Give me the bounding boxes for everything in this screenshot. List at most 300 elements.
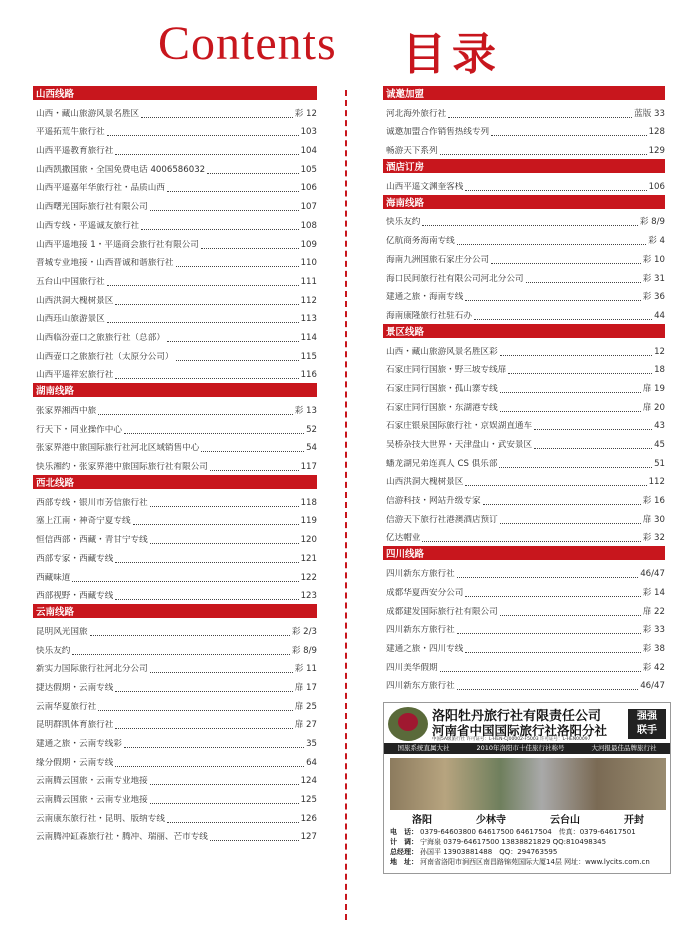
dot-leader [150,210,299,211]
toc-entry-page: 彩 16 [642,496,665,507]
toc-entry-title: 亿达帽业 [386,533,421,544]
dot-leader [465,190,646,191]
dot-leader [210,840,299,841]
page-title-cn: 目录 [402,29,502,80]
dot-leader [176,360,299,361]
toc-entry-page: 彩 38 [642,643,665,654]
dot-leader [491,263,641,264]
toc-entry-page: 64 [306,757,317,768]
section-header: 云南线路 [33,604,317,618]
toc-entry-page: 106 [300,183,317,194]
toc-entry-page: 111 [300,276,317,287]
dot-leader [491,135,646,136]
toc-entry-page: 彩 4 [648,236,665,247]
ad-badge [628,709,666,739]
ad-place: 少林寺 [476,815,506,827]
dot-leader [115,154,298,155]
toc-entry-title: 建通之旅・海南专线 [386,292,464,303]
dot-leader [457,244,646,245]
toc-entry-title: 海南康隆旅行社驻石办 [386,310,472,321]
toc-entry-title: 昆明群凯体育旅行社 [36,720,114,731]
toc-entry[interactable] [383,378,665,397]
toc-entry-title: 山西凯撒国旅・全国免费电话 4006586032 [36,164,206,175]
ad-company-name-2: 河南省中国国际旅行社洛阳分社 [432,723,608,739]
toc-entry-page: 52 [306,424,317,435]
dot-leader [150,784,299,785]
toc-entry-title: 四川新东方旅行社 [386,681,455,692]
toc-entry-page: 18 [654,365,665,376]
toc-entry[interactable] [33,621,317,640]
toc-entry-page: 扉 20 [642,402,665,413]
dot-leader [90,635,290,636]
toc-entry-page: 彩 10 [642,254,665,265]
toc-entry-title: 吴桥杂技大世界・天津盘山・武安景区 [386,440,533,450]
toc-entry-title: 石家庄同行国旅・野三坡专线扉 [386,365,507,376]
toc-entry[interactable] [33,327,317,346]
toc-entry-page: 121 [300,553,317,564]
toc-entry[interactable] [383,176,665,195]
toc-entry-title: 山西洪洞大槐树景区 [36,295,114,306]
toc-entry-page: 彩 31 [642,273,665,284]
toc-entry[interactable] [33,159,317,178]
toc-entry-title: 五台山中国旅行社 [36,276,105,287]
toc-entry[interactable] [33,215,317,234]
toc-entry-title: 山西珏山旅游景区 [36,314,105,325]
dot-leader [210,470,299,471]
toc-entry-page: 彩 36 [642,292,665,303]
toc-entry[interactable] [33,771,317,790]
toc-entry-title: 山西专线・平遥诚友旅行社 [36,220,140,231]
toc-entry-title: 山西临汾壶口之旅旅行社（总部） [36,332,165,343]
ad-slogan-strip [384,743,670,754]
dot-leader [176,266,299,267]
toc-entry[interactable] [33,548,317,567]
dot-leader [534,448,652,449]
ad-header [384,703,670,743]
section-header: 西北线路 [33,475,317,489]
toc-entry-title: 山西平遥地接 1・平遥商会旅行社有限公司 [36,239,199,250]
toc-entry[interactable] [33,290,317,309]
toc-entry-title: 山西平遥文渊奎客栈 [386,181,464,192]
ad-tel-label: 电 话： [390,828,418,837]
toc-entry-page: 129 [648,146,665,157]
toc-entry[interactable] [383,305,665,324]
toc-entry-page: 107 [300,202,317,213]
toc-entry-title: 石家庄银泉国际旅行社・京娱湖直通车 [386,421,533,432]
toc-entry-page: 扉 25 [294,701,317,712]
dot-leader [72,654,289,655]
ad-place: 云台山 [550,815,580,827]
toc-entry[interactable] [33,567,317,586]
toc-entry-title: 信游天下旅行社港澳酒店预订 [386,514,498,525]
toc-entry-page: 117 [300,462,317,473]
ad-addr-label: 地 址： [390,858,418,867]
toc-entry-title: 山西平遥祥宏旅行社 [36,370,114,381]
toc-entry-page: 44 [654,310,665,321]
toc-entry-page: 35 [306,739,317,749]
toc-entry[interactable] [383,140,665,159]
toc-entry[interactable] [383,601,665,620]
toc-entry[interactable] [383,230,665,249]
left-column [33,86,317,845]
dot-leader [457,633,641,634]
toc-entry[interactable] [33,586,317,605]
toc-entry-title: 山西洪洞大槐树景区 [386,477,464,488]
toc-entry-page: 113 [300,314,317,325]
toc-entry-title: 四川新东方旅行社 [386,569,455,580]
toc-entry[interactable] [383,416,665,435]
toc-entry-page: 彩 42 [642,662,665,673]
toc-entry[interactable] [383,472,665,491]
toc-entry-title: 四川美华假期 [386,662,438,673]
page-title-en: Contents [158,17,337,70]
ad-badge-line2: 联手 [637,725,657,737]
dot-leader [141,117,293,118]
dot-leader [465,485,646,486]
toc-entry[interactable] [33,419,317,438]
toc-entry[interactable] [383,528,665,547]
toc-entry-title: 晋城专业地接・山西晋诚和谐旅行社 [36,258,174,269]
toc-entry-title: 西部专线・银川市芳信旅行社 [36,497,148,508]
dot-leader [500,392,641,393]
dot-leader [534,429,652,430]
toc-entry[interactable] [383,620,665,639]
toc-entry-title: 山西・藏山旅游风景名胜区 [36,108,140,119]
toc-entry-title: 亿航商务海南专线 [386,236,455,247]
toc-entry-title: 行天下・同业操作中心 [36,424,122,435]
dot-leader [115,304,298,305]
toc-entry-title: 山西壶口之旅旅行社（太原分公司） [36,351,174,362]
right-sections [383,86,665,694]
toc-entry-title: 缘分假期・云南专线 [36,757,114,768]
section-header: 诚邀加盟 [383,86,665,100]
toc-entry-page: 12 [654,346,665,357]
toc-entry-title: 山西・藏山旅游风景名胜区彩 [386,346,498,357]
toc-entry[interactable] [383,341,665,360]
toc-entry-title: 蟠龙湖兄弟连真人 CS 俱乐部 [386,458,498,469]
toc-entry[interactable] [33,346,317,365]
ad-gm-label: 总经理： [390,848,418,857]
dot-leader [167,341,299,342]
toc-entry[interactable] [33,271,317,290]
toc-entry-title: 山西曙光国际旅行社有限公司 [36,202,148,213]
toc-entry-page: 彩 14 [642,587,665,598]
toc-entry[interactable] [33,659,317,678]
ad-slogan: 国旅系统直属大社 [397,744,450,753]
ad-badge-line1: 强强 [637,711,657,723]
toc-entry-title: 新实力国际旅行社河北分公司 [36,664,148,675]
toc-entry-page: 125 [300,795,317,806]
dot-leader [207,173,298,174]
dot-leader [500,355,652,356]
dot-leader [457,689,638,690]
toc-entry-page: 115 [300,351,317,362]
toc-entry-page: 46/47 [640,681,665,692]
toc-entry[interactable] [383,268,665,287]
section-header: 景区线路 [383,324,665,338]
ad-photo-strip [390,758,666,810]
toc-entry[interactable] [33,122,317,141]
toc-entry-title: 云南华夏旅行社 [36,701,97,712]
dot-leader [440,154,647,155]
ad-company-name: 洛阳牡丹旅行社有限责任公司 [432,709,602,725]
toc-entry-title: 海南九洲国旅石家庄分公司 [386,254,490,265]
dot-leader [150,543,299,544]
toc-entry-page: 彩 11 [294,664,317,675]
toc-entry-title: 平遥拓荒牛旅行社 [36,127,105,138]
toc-entry-title: 畅游天下系列 [386,146,438,157]
toc-entry-title: 西藏味道 [36,572,71,583]
dot-leader [115,691,292,692]
toc-entry-title: 四川新东方旅行社 [386,625,455,636]
dot-leader [124,433,304,434]
toc-entry-title: 快乐湘约・张家界港中旅国际旅行社有限公司 [36,462,208,473]
toc-entry[interactable] [383,287,665,306]
toc-entry-page: 彩 33 [642,625,665,636]
toc-entry-title: 石家庄同行国旅・孤山寨专线 [386,383,498,394]
toc-entry-title: 塞上江南・神奇宁夏专线 [36,516,131,527]
toc-entry[interactable] [33,752,317,771]
dot-leader [124,747,304,748]
dot-leader [72,581,298,582]
dot-leader [500,411,641,412]
toc-entry-page: 43 [654,421,665,432]
dot-leader [474,319,652,320]
toc-entry-title: 山西平遥教育旅行社 [36,146,114,157]
dot-leader [508,373,652,374]
toc-entry-page: 122 [300,572,317,583]
toc-entry-page: 51 [654,458,665,469]
dot-leader [500,615,641,616]
toc-entry-page: 54 [306,443,317,454]
toc-entry-title: 快乐友约 [386,217,421,228]
dot-leader [457,577,638,578]
toc-entry-title: 石家庄同行国旅・东湖港专线 [386,402,498,413]
toc-entry-page: 123 [300,591,317,602]
dot-leader [499,467,652,468]
toc-entry-page: 112 [648,477,665,488]
toc-entry-page: 105 [300,164,317,175]
toc-entry-page: 118 [300,497,317,508]
ad-place: 开封 [624,815,644,827]
toc-entry[interactable] [383,397,665,416]
dot-leader [115,599,298,600]
toc-entry-page: 彩 8/9 [639,217,665,228]
toc-entry[interactable] [33,492,317,511]
toc-entry-page: 108 [300,220,317,231]
ad-fax-label: 传真： [558,828,580,837]
toc-entry-title: 捷达假期・云南专线 [36,682,114,693]
toc-entry-page: 103 [300,127,317,138]
toc-entry-title: 西部视野・西藏专线 [36,591,114,602]
toc-entry-title: 云南腾冲缸森旅行社・腾冲、瑞丽、芒市专线 [36,832,208,843]
toc-entry[interactable] [383,212,665,231]
toc-entry[interactable] [33,511,317,530]
toc-entry-title: 河北海外旅行社 [386,108,447,119]
toc-entry[interactable] [383,676,665,695]
toc-entry[interactable] [33,140,317,159]
toc-entry[interactable] [33,400,317,419]
dot-leader [422,225,637,226]
toc-entry-page: 104 [300,146,317,157]
toc-entry-page: 扉 30 [642,514,665,525]
toc-entry-title: 西部专家・西藏专线 [36,553,114,564]
toc-entry[interactable] [383,563,665,582]
toc-entry[interactable] [383,434,665,453]
toc-entry-page: 120 [300,535,317,546]
ad-gm: 孙国平 13903881488 QQ：294763595 [420,848,558,857]
toc-entry-title: 诚邀加盟合作销售热线专列 [386,127,490,138]
toc-entry-page: 彩 32 [642,533,665,544]
dot-leader [115,766,304,767]
toc-entry-page: 106 [648,181,665,192]
toc-entry-title: 成都建发国际旅行社有限公司 [386,606,498,617]
toc-entry[interactable] [383,657,665,676]
section-header: 酒店订房 [383,159,665,173]
toc-entry[interactable] [383,249,665,268]
dot-leader [115,562,298,563]
toc-entry-title: 建通之旅・云南专线彩 [36,739,122,749]
toc-entry-title: 张家界港中旅国际旅行社河北区域销售中心 [36,443,200,454]
toc-entry[interactable] [383,122,665,141]
dot-leader [167,822,299,823]
toc-entry[interactable] [33,640,317,659]
column-divider [345,90,347,920]
dot-leader [133,524,299,525]
toc-entry[interactable] [383,360,665,379]
dot-leader [167,191,299,192]
dot-leader [150,672,293,673]
section-header: 湖南线路 [33,383,317,397]
toc-entry[interactable] [33,827,317,846]
toc-entry[interactable] [33,196,317,215]
page-header [0,0,699,80]
ad-slogan: 大河报最佳品牌旅行社 [591,744,657,753]
toc-entry-title: 信游科技・网站升级专家 [386,496,481,507]
dot-leader [98,710,293,711]
toc-entry[interactable] [33,309,317,328]
travel-agency-ad [383,702,671,874]
toc-entry[interactable] [33,253,317,272]
toc-entry-page: 45 [654,440,665,450]
toc-entry-page: 119 [300,516,317,527]
toc-entry[interactable] [33,808,317,827]
toc-entry[interactable] [33,178,317,197]
toc-entry[interactable] [33,365,317,384]
ad-contact-info [390,827,650,867]
toc-entry-page: 蓝版 33 [634,108,665,119]
toc-entry-page: 112 [300,295,317,306]
section-header: 四川线路 [383,546,665,560]
dot-leader [483,504,641,505]
ad-plan: 宁海泉 0379-64617500 13838821829 QQ:810498345 [420,838,607,847]
toc-entry[interactable] [33,234,317,253]
ad-places [390,811,666,825]
toc-entry-page: 124 [300,776,317,787]
dot-leader [107,285,299,286]
toc-entry-title: 云南腾云国旅・云南专业地接 [36,795,148,806]
toc-entry-page: 46/47 [640,569,665,580]
dot-leader [201,248,299,249]
toc-entry-title: 快乐友约 [36,645,71,656]
dot-leader [526,282,641,283]
toc-entry[interactable] [383,509,665,528]
ad-plan-label: 计 调： [390,838,418,847]
ad-tel: 0379-64603800 64617500 64617504 [420,828,552,837]
dot-leader [115,728,292,729]
toc-entry-page: 110 [300,258,317,269]
toc-entry-title: 山西平遥嘉年华旅行社・品质山西 [36,183,165,194]
toc-entry-page: 彩 12 [294,108,317,119]
dot-leader [115,378,298,379]
dot-leader [150,803,299,804]
toc-entry-title: 恒信西部・西藏・青甘宁专线 [36,535,148,546]
toc-entry[interactable] [383,490,665,509]
ad-license: 中国5A级旅行社 许可证号：L-HEN-CJ00002-F5003 许可证号：L-HEN00097 [432,737,591,743]
toc-entry[interactable] [33,715,317,734]
dot-leader [465,652,640,653]
ad-slogan: 2010年洛阳市十佳旅行社称号 [476,744,565,753]
toc-entry[interactable] [33,103,317,122]
dot-leader [107,322,299,323]
peony-logo-icon [388,707,428,741]
toc-entry[interactable] [383,582,665,601]
toc-entry-page: 彩 2/3 [291,626,317,637]
toc-entry-page: 扉 27 [294,720,317,731]
toc-entry-page: 126 [300,813,317,824]
toc-entry[interactable] [33,789,317,808]
toc-entry[interactable] [383,103,665,122]
toc-entry-title: 张家界湘西中旅 [36,406,97,416]
toc-entry-page: 扉 19 [642,383,665,394]
toc-entry[interactable] [33,529,317,548]
toc-entry-title: 昆明风光国旅 [36,626,88,637]
dot-leader [141,229,298,230]
toc-entry[interactable] [33,696,317,715]
toc-entry-title: 成都华夏西安分公司 [386,587,464,598]
dot-leader [150,506,299,507]
dot-leader [422,541,640,542]
toc-entry-page: 扉 17 [294,682,317,693]
toc-entry-page: 彩 8/9 [291,645,317,656]
dot-leader [448,117,632,118]
section-header: 山西线路 [33,86,317,100]
toc-entry[interactable] [33,438,317,457]
toc-entry-page: 116 [300,370,317,381]
toc-entry[interactable] [33,456,317,475]
toc-entry-title: 海口民间旅行社有限公司河北分公司 [386,273,524,284]
toc-entry[interactable] [383,638,665,657]
dot-leader [201,451,304,452]
section-header: 海南线路 [383,195,665,209]
dot-leader [98,414,293,415]
right-column [383,86,665,874]
toc-entry[interactable] [383,453,665,472]
toc-entry[interactable] [33,733,317,752]
dot-leader [465,300,640,301]
toc-entry-page: 扉 22 [642,606,665,617]
toc-entry-page: 彩 13 [294,406,317,416]
toc-entry-page: 109 [300,239,317,250]
toc-entry-title: 云南康东旅行社・昆明、版纳专线 [36,813,165,824]
dot-leader [107,135,299,136]
toc-entry-page: 127 [300,832,317,843]
toc-entry-title: 建通之旅・四川专线 [386,643,464,654]
ad-place: 洛阳 [412,815,432,827]
toc-entry-page: 114 [300,332,317,343]
ad-fax: 0379-64617501 [579,828,636,837]
toc-entry[interactable] [33,677,317,696]
